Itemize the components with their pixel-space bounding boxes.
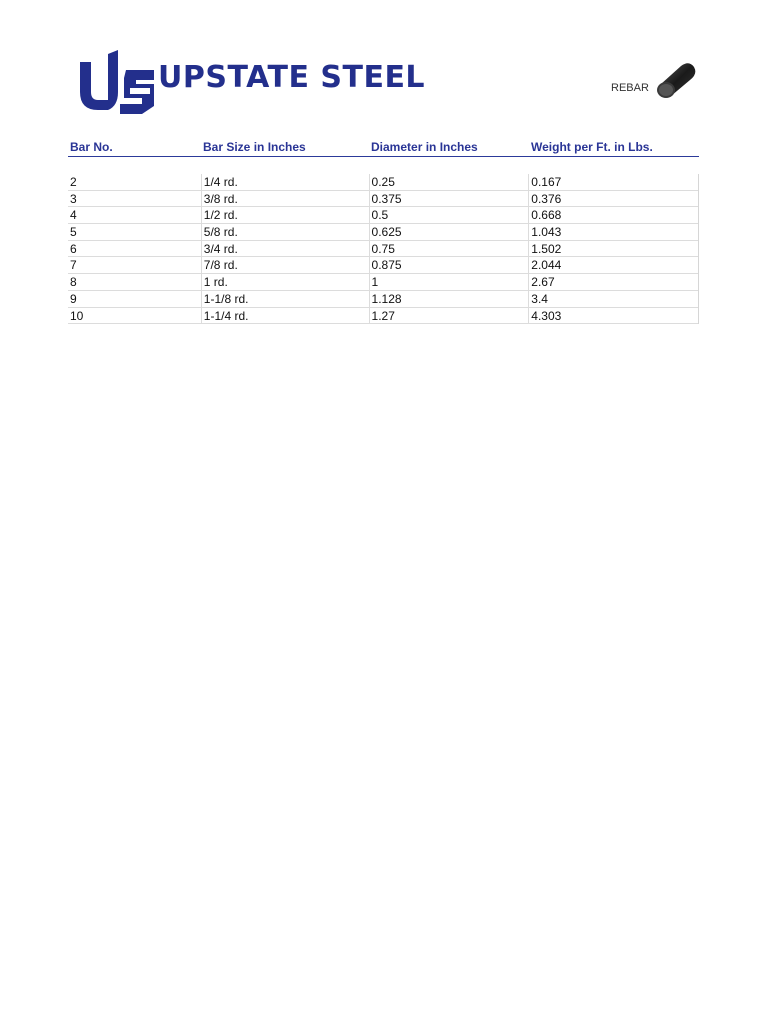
table-header bbox=[68, 140, 699, 157]
cell-diameter: 1.27 bbox=[369, 308, 529, 324]
header-diameter: Diameter in Inches bbox=[371, 140, 478, 154]
cell-weight: 2.67 bbox=[528, 274, 698, 290]
cell-bar-size: 1 rd. bbox=[201, 274, 369, 290]
table-row bbox=[68, 224, 698, 241]
table-body bbox=[68, 174, 699, 324]
cell-bar-size: 3/8 rd. bbox=[201, 191, 369, 207]
cell-diameter: 1 bbox=[369, 274, 529, 290]
table-row bbox=[68, 241, 698, 258]
header-bar-no: Bar No. bbox=[70, 140, 113, 154]
cell-bar-size: 3/4 rd. bbox=[201, 241, 369, 257]
product-label: REBAR bbox=[611, 82, 649, 94]
cell-diameter: 0.25 bbox=[369, 174, 529, 190]
cell-bar-size: 1/4 rd. bbox=[201, 174, 369, 190]
rebar-rod-icon bbox=[655, 62, 697, 102]
cell-bar-no: 9 bbox=[70, 291, 77, 306]
cell-bar-size: 5/8 rd. bbox=[201, 224, 369, 240]
cell-diameter: 0.625 bbox=[369, 224, 529, 240]
cell-diameter: 0.75 bbox=[369, 241, 529, 257]
cell-bar-no: 4 bbox=[70, 208, 77, 223]
company-logo bbox=[78, 48, 458, 120]
cell-weight: 4.303 bbox=[528, 308, 698, 324]
cell-bar-no: 8 bbox=[70, 275, 77, 290]
cell-diameter: 1.128 bbox=[369, 291, 529, 307]
cell-bar-no: 2 bbox=[70, 175, 77, 189]
cell-weight: 0.167 bbox=[528, 174, 698, 190]
cell-bar-no: 5 bbox=[70, 225, 77, 240]
cell-bar-no: 6 bbox=[70, 241, 77, 256]
cell-weight: 3.4 bbox=[528, 291, 698, 307]
cell-bar-no: 3 bbox=[70, 191, 77, 206]
cell-diameter: 0.375 bbox=[369, 191, 529, 207]
table-row bbox=[68, 207, 698, 224]
cell-diameter: 0.5 bbox=[369, 207, 529, 223]
cell-bar-size: 1-1/4 rd. bbox=[201, 308, 369, 324]
cell-weight: 1.043 bbox=[528, 224, 698, 240]
cell-bar-no: 10 bbox=[70, 308, 84, 323]
cell-diameter: 0.875 bbox=[369, 257, 529, 273]
table-row bbox=[68, 191, 698, 208]
cell-weight: 1.502 bbox=[528, 241, 698, 257]
cell-bar-size: 1-1/8 rd. bbox=[201, 291, 369, 307]
brand-name: UPSTATE STEEL bbox=[158, 60, 426, 95]
header-weight: Weight per Ft. in Lbs. bbox=[531, 140, 653, 154]
table-row bbox=[68, 308, 698, 325]
cell-bar-size: 1/2 rd. bbox=[201, 207, 369, 223]
us-monogram-icon bbox=[78, 48, 158, 120]
header-bar-size: Bar Size in Inches bbox=[203, 140, 306, 154]
cell-weight: 2.044 bbox=[528, 257, 698, 273]
table-row bbox=[68, 274, 698, 291]
cell-bar-size: 7/8 rd. bbox=[201, 257, 369, 273]
table-row bbox=[68, 174, 698, 191]
table-row bbox=[68, 257, 698, 274]
table-row bbox=[68, 291, 698, 308]
rebar-table bbox=[68, 140, 699, 324]
cell-weight: 0.668 bbox=[528, 207, 698, 223]
cell-weight: 0.376 bbox=[528, 191, 698, 207]
cell-bar-no: 7 bbox=[70, 258, 77, 273]
